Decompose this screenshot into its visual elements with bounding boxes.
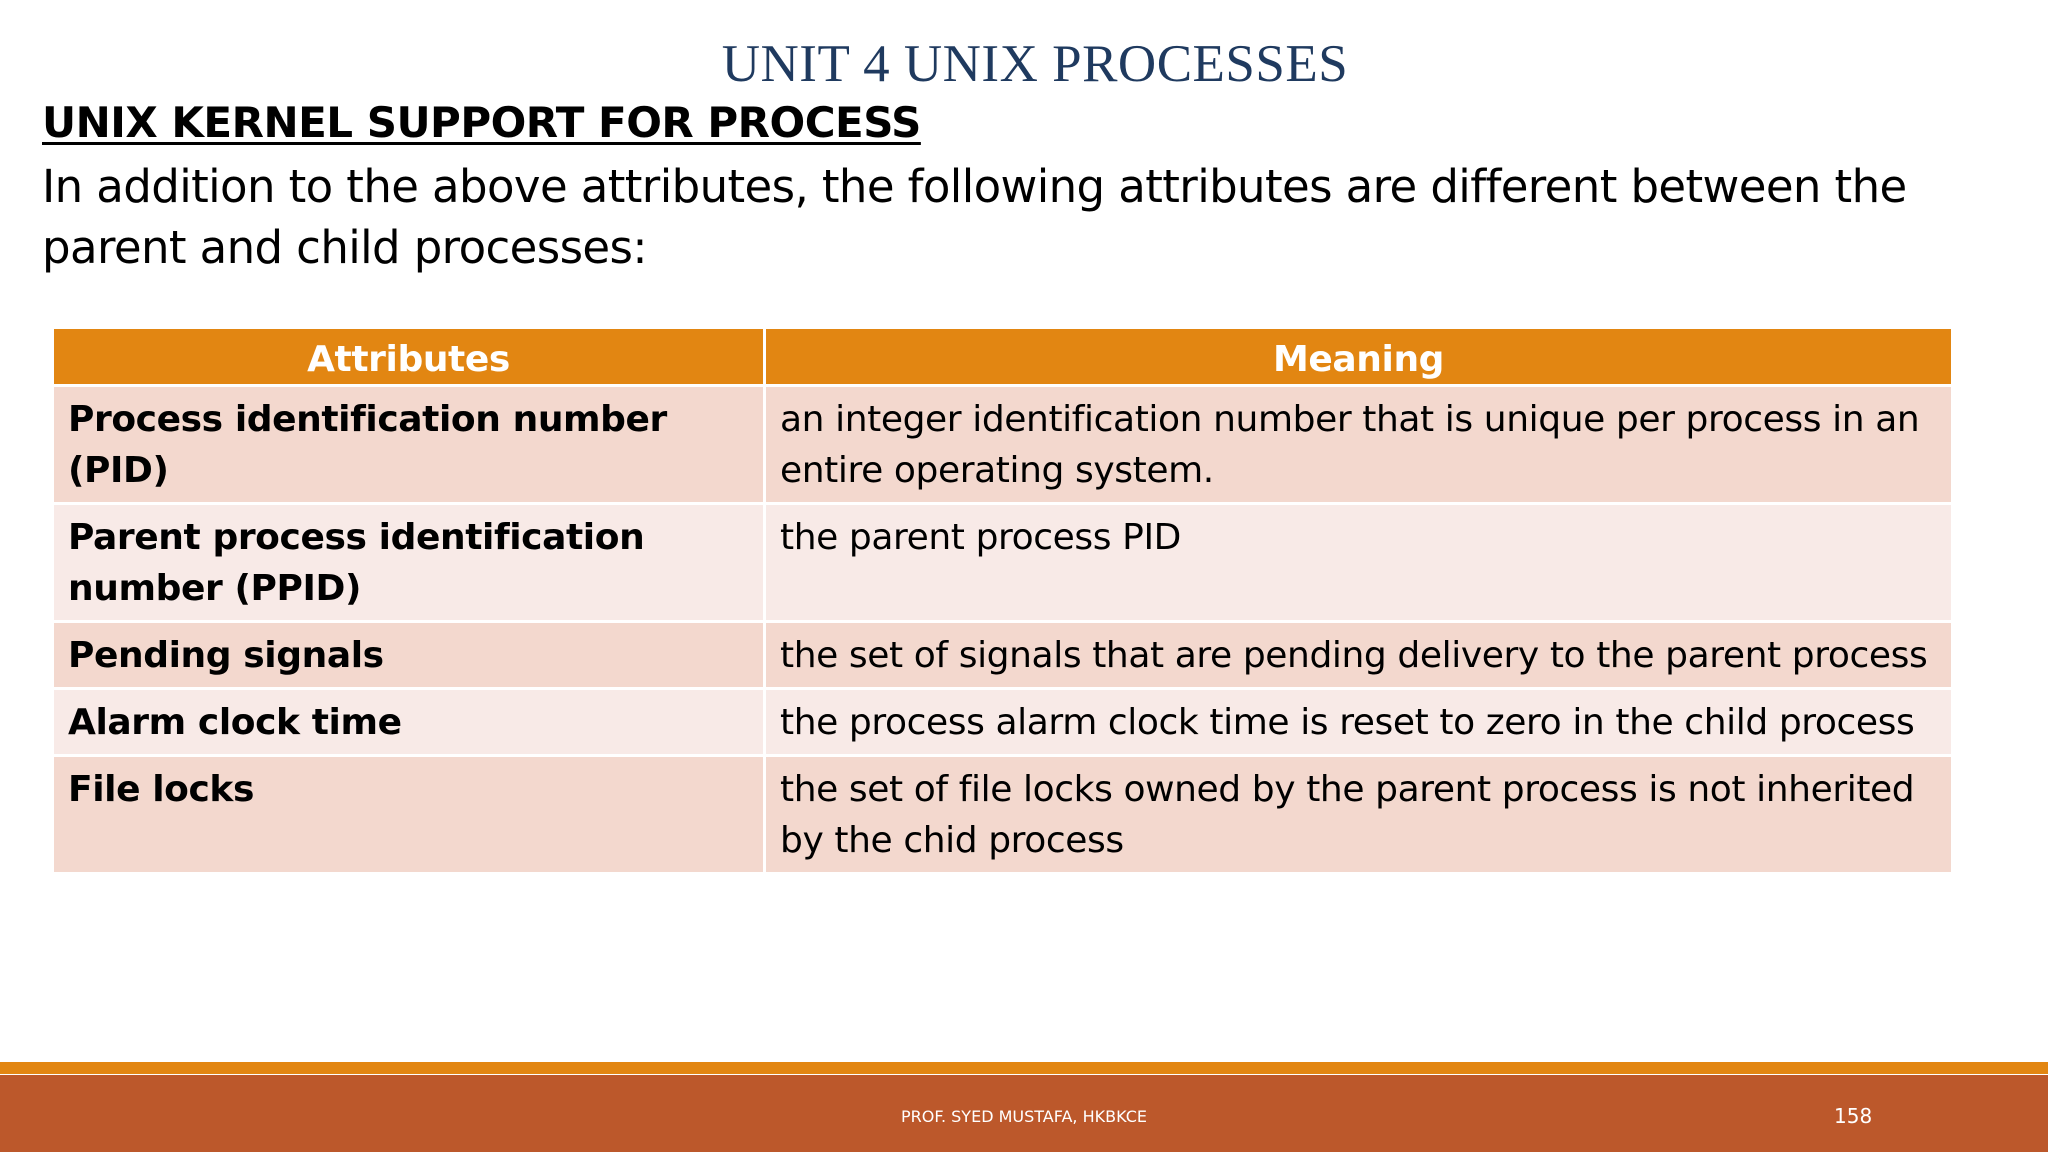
column-header-attributes: Attributes [53,328,765,386]
table-row [53,622,1953,689]
footer-accent-line [0,1062,2048,1074]
page-number: 158 [1834,1104,1873,1128]
meaning-cell: the set of signals that are pending delivery to the parent process [765,622,1953,689]
meaning-cell: the process alarm clock time is reset to zero in the child process [765,689,1953,756]
attribute-cell: File locks [53,756,765,874]
meaning-cell: the set of file locks owned by the parent process is not inherited by the chid process [765,756,1953,874]
table-header-row [53,328,1953,386]
attribute-cell: Process identification number (PID) [53,386,765,504]
meaning-cell: an integer identification number that is unique per process in an entire operating system. [765,386,1953,504]
table-row [53,756,1953,874]
attribute-cell: Alarm clock time [53,689,765,756]
column-header-meaning: Meaning [765,328,1953,386]
attribute-cell: Pending signals [53,622,765,689]
intro-paragraph: In addition to the above attributes, the following attributes are different between the parent and child processes: [42,160,1907,274]
table-row [53,386,1953,504]
table-row [53,504,1953,622]
slide-title: UNIT 4 UNIX PROCESSES [721,35,1349,93]
attributes-table [51,326,1954,875]
attribute-cell: Parent process identification number (PPID) [53,504,765,622]
footer-author: PROF. SYED MUSTAFA, HKBKCE [900,1107,1147,1126]
table-row [53,689,1953,756]
meaning-cell: the parent process PID [765,504,1953,622]
section-heading: UNIX KERNEL SUPPORT FOR PROCESS [42,98,921,147]
